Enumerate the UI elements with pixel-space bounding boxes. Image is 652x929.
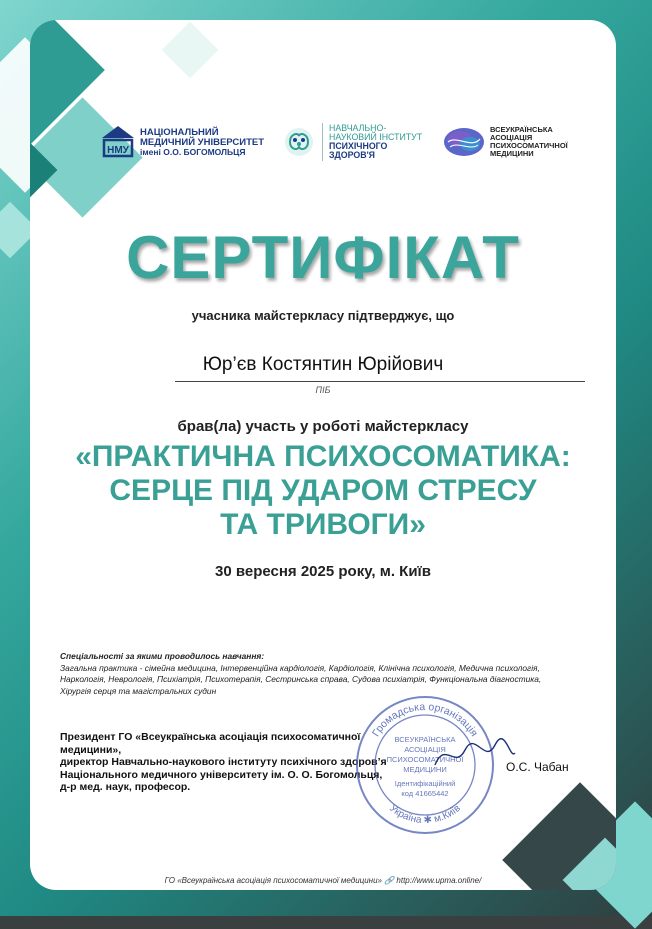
signatory-block (60, 731, 400, 794)
university-line1: НАЦІОНАЛЬНИЙ (140, 126, 219, 138)
association-line1: ВСЕУКРАЇНСЬКА (490, 125, 553, 135)
certificate-subtitle: учасника майстеркласу підтверджує, що (191, 308, 455, 323)
stamp-inner2: АСОЦІАЦІЯ (404, 745, 446, 754)
stamp-inner5: Ідентифікаційний (394, 779, 456, 788)
name-underline (175, 381, 585, 382)
institute-line3: ПСИХІЧНОГО (329, 141, 388, 151)
participation-text: брав(ла) участь у роботі майстеркласу (177, 418, 469, 435)
association-name (490, 126, 568, 158)
brain-icon (282, 125, 316, 159)
institute-name (329, 124, 422, 161)
association-logo (442, 112, 568, 172)
certificate-title: СЕРТИФІКАТ (126, 224, 520, 291)
signatory-line3: Національного медичного університету ім. О. О. Богомольця, (60, 768, 383, 781)
brain-association-icon (442, 125, 486, 159)
stamp-inner1: ВСЕУКРАЇНСЬКА (394, 735, 456, 744)
stamp-inner4: МЕДИЦИНИ (403, 765, 447, 774)
link-icon: 🔗 (384, 876, 397, 885)
institute-line1: НАВЧАЛЬНО- (329, 122, 387, 133)
stamp-outer-bottom: Україна ✱ м.Київ (387, 802, 463, 827)
university-name (140, 128, 264, 157)
logo-divider (322, 123, 323, 161)
association-line2: АСОЦІАЦІЯ (490, 133, 533, 143)
masterclass-title-line2: СЕРЦЕ ПІД УДАРОМ СТРЕСУ (109, 474, 537, 507)
stamp-outer-top: Громадська організація (369, 700, 481, 739)
masterclass-title (30, 440, 616, 542)
name-caption: ПІБ (315, 385, 331, 395)
university-logo (100, 112, 264, 172)
footer (30, 876, 616, 885)
emblem-text: НМУ (107, 145, 129, 156)
signer-name: О.С. Чабан (506, 760, 569, 774)
university-line2: МЕДИЧНИЙ УНІВЕРСИТЕТ (140, 136, 265, 148)
footer-org: ГО «Всеукраїнська асоціація психосоматичної медицини» (164, 876, 382, 885)
institute-line4: ЗДОРОВ'Я (329, 150, 375, 161)
association-line3: ПСИХОСОМАТИЧНОЇ (490, 141, 568, 150)
specialties-line1: Загальна практика - сімейна медицина, Інтервенційна кардіологія, Кардіологія, Клінічна психологія, Медична психологія, (60, 662, 540, 673)
association-line4: МЕДИЦИНИ (490, 148, 534, 158)
event-date: 30 вересня 2025 року, м. Київ (214, 563, 431, 580)
participant-name: Юр’єв Костянтин Юрійович (202, 354, 444, 375)
specialties-line3: Хірургія серця та магістральних судин (60, 685, 217, 696)
certificate-card (30, 20, 616, 890)
specialties-title: Спеціальності за якими проводилось навчання: (60, 651, 265, 661)
masterclass-title-line1: «ПРАКТИЧНА ПСИХОСОМАТИКА: (75, 440, 571, 473)
specialties-line2: Наркологія, Неврологія, Психіатрія, Психотерапія, Сестринська справа, Судова психіатрія, Функціональна діагностика, (60, 674, 542, 684)
university-emblem-icon (100, 124, 136, 160)
signatory-line2: директор Навчально-наукового інституту психічного здоров’я (60, 756, 387, 768)
university-line3: імені О.О. БОГОМОЛЬЦЯ (140, 146, 246, 157)
logo-row (30, 112, 616, 172)
institute-line2: НАУКОВИЙ ІНСТИТУТ (329, 131, 423, 142)
signatory-line4: д-р мед. наук, професор. (60, 781, 191, 793)
signatory-line1: Президент ГО «Всеукраїнська асоціація психосоматичної медицини», (60, 731, 361, 756)
stamp-inner3: ПСИХОСОМАТИЧНОЇ (386, 755, 464, 764)
stamp-inner6: код 41665442 (401, 789, 449, 798)
footer-url[interactable]: http://www.upma.online/ (396, 876, 482, 885)
masterclass-title-line3: ТА ТРИВОГИ» (220, 508, 426, 541)
institute-logo (282, 112, 422, 172)
